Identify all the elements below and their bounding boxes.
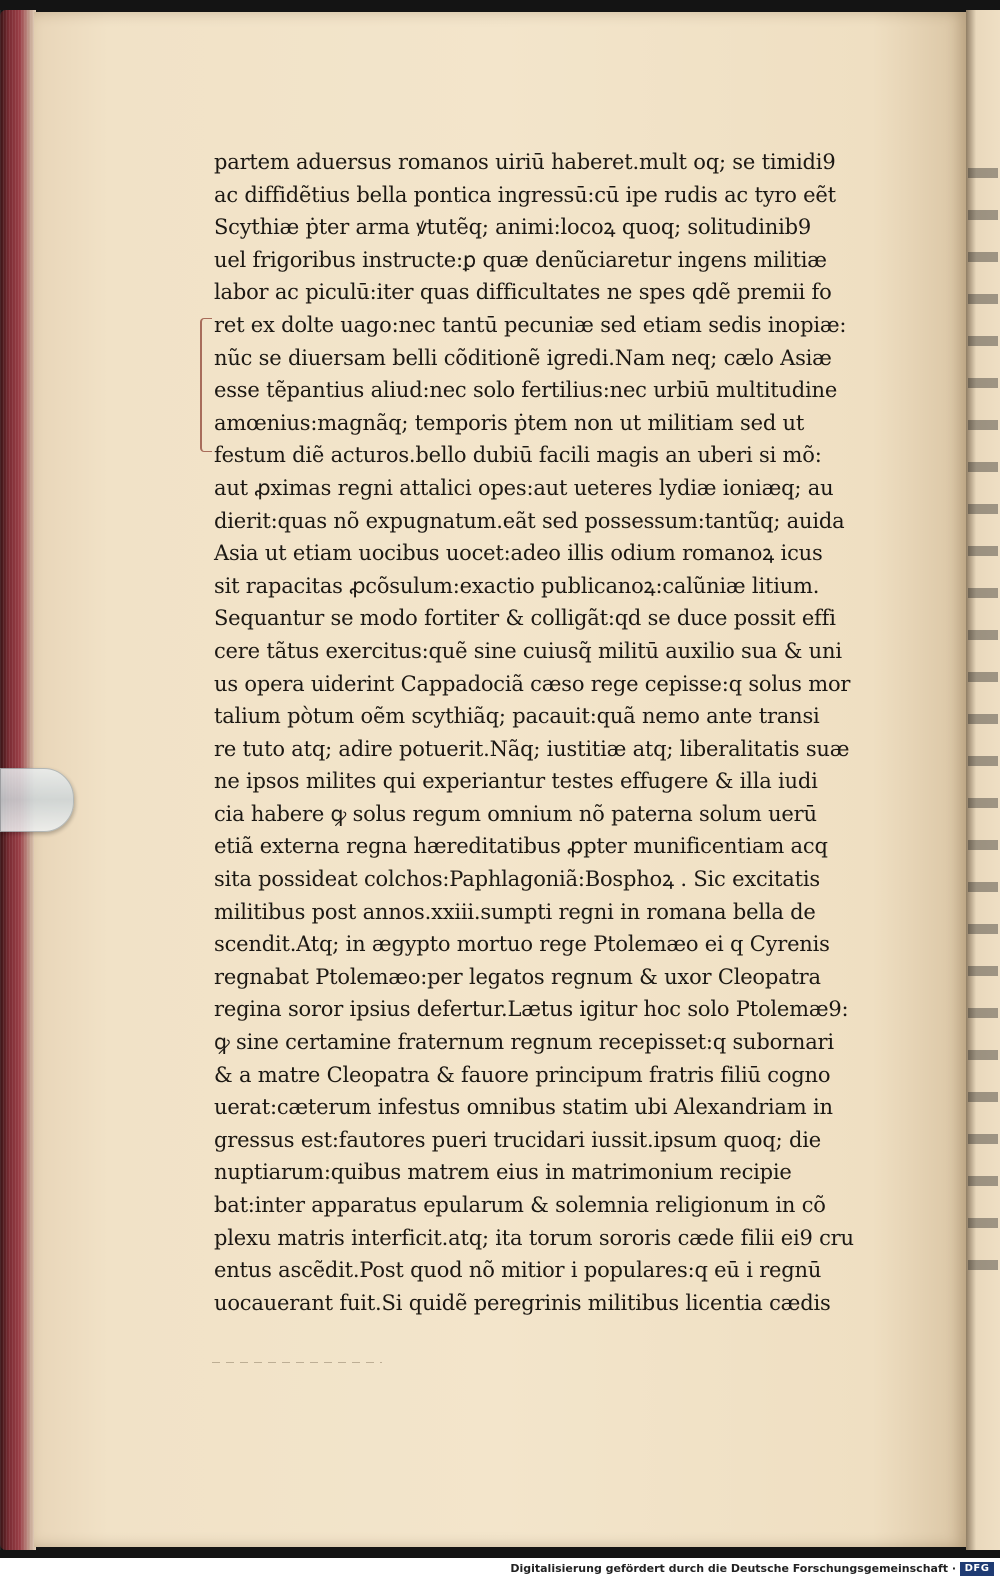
text-line: gressus est:fautores pueri trucidari iussit.ipsum quoq; die — [214, 1127, 821, 1152]
text-line: ꝙ sine certamine fraternum regnum recepisset:q subornari — [214, 1030, 834, 1055]
text-line: sit rapacitas ꝓcõsulum:exactio publicanoꝝ:calũniæ litium. — [214, 573, 820, 598]
faint-rule — [212, 1362, 382, 1363]
text-line: plexu matris interficit.atq; ita torum sororis cæde filii ei9 cru — [214, 1225, 854, 1250]
text-line: Asia ut etiam uocibus uocet:adeo illis odium romanoꝝ icus — [214, 541, 823, 566]
text-line: labor ac piculū:iter quas difficultates ne spes qdẽ premii fo — [214, 280, 832, 305]
footer-bar — [0, 1558, 1000, 1581]
text-line: uerat:cæterum infestus omnibus statim ubi Alexandriam in — [214, 1095, 833, 1120]
text-line: uocauerant fuit.Si quidẽ peregrinis militibus licentia cædis — [214, 1290, 831, 1315]
text-line: us opera uiderint Cappadociã cæso rege cepisse:q solus mor — [214, 671, 851, 696]
text-line: Sequantur se modo fortiter & colligãt:qd se duce possit effi — [214, 606, 836, 631]
text-line: re tuto atq; adire potuerit.Nãq; iustitiæ atq; liberalitatis suæ — [214, 736, 850, 761]
text-line: nuptiarum:quibus matrem eius in matrimonium recipie — [214, 1160, 792, 1185]
facing-page-text-fragments — [968, 150, 998, 1300]
text-line: etiã externa regna hæreditatibus ꝓpter munificentiam acq — [214, 834, 828, 859]
text-line: sita possideat colchos:Paphlagoniã:Bosphoꝝ . Sic excitatis — [214, 867, 820, 892]
text-line: cia habere ꝙ solus regum omnium nõ paterna solum uerū — [214, 801, 817, 826]
text-line: dierit:quas nõ expugnatum.eãt sed possessum:tantũq; auida — [214, 508, 845, 533]
text-line: entus ascẽdit.Post quod nõ mitior i populares:q eū i regnū — [214, 1258, 822, 1283]
text-line: Scythiæ ṗter arma ꝟtutẽq; animi:locoꝝ quoq; solitudinib9 — [214, 215, 812, 240]
text-line: talium pòtum oẽm scythiãq; pacauit:quã nemo ante transi — [214, 704, 820, 729]
text-line: ret ex dolte uago:nec tantū pecuniæ sed etiam sedis inopiæ: — [214, 312, 847, 337]
text-line: ac diffidẽtius bella pontica ingressū:cū ipe rudis ac tyro eẽt — [214, 182, 836, 207]
page-clip — [0, 768, 74, 832]
margin-bracket — [200, 318, 212, 452]
footer-credit: Digitalisierung gefördert durch die Deutsche Forschungsgemeinschaft · — [510, 1562, 956, 1575]
text-line: esse tẽpantius aliud:nec solo fertilius:nec urbiū multitudine — [214, 378, 838, 403]
text-line: partem aduersus romanos uiriū haberet.mult oq; se timidi9 — [214, 150, 836, 174]
text-line: cere tãtus exercitus:quẽ sine cuiusq̃ militū auxilio sua & uni — [214, 638, 842, 663]
text-line: nũc se diuersam belli cõditionẽ igredi.Nam neq; cælo Asiæ — [214, 345, 832, 370]
text-line: & a matre Cleopatra & fauore principum fratris filiū cogno — [214, 1062, 831, 1087]
text-line: uel frigoribus instructe:ꝑ quæ denũciaretur ingens militiæ — [214, 247, 827, 272]
text-line: amœnius:magnãq; temporis ṗtem non ut militiam sed ut — [214, 410, 805, 435]
text-line: scendit.Atq; in ægypto mortuo rege Ptolemæo ei q Cyrenis — [214, 932, 830, 957]
text-block — [214, 146, 854, 1319]
text-line: militibus post annos.xxiii.sumpti regni in romana bella de — [214, 899, 816, 924]
text-line: regina soror ipsius defertur.Lætus igitur hoc solo Ptolemæ9: — [214, 997, 849, 1022]
text-line: bat:inter apparatus epularum & solemnia religionum in cõ — [214, 1193, 826, 1217]
text-line: festum diẽ acturos.bello dubiū facili magis an uberi si mõ: — [214, 443, 822, 468]
text-line: regnabat Ptolemæo:per legatos regnum & uxor Cleopatra — [214, 964, 821, 989]
dfg-logo: DFG — [960, 1562, 994, 1576]
text-line: ne ipsos milites qui experiantur testes effugere & illa iudi — [214, 769, 818, 794]
text-line: aut ꝓximas regni attalici opes:aut ueteres lydiæ ioniæq; au — [214, 475, 834, 500]
